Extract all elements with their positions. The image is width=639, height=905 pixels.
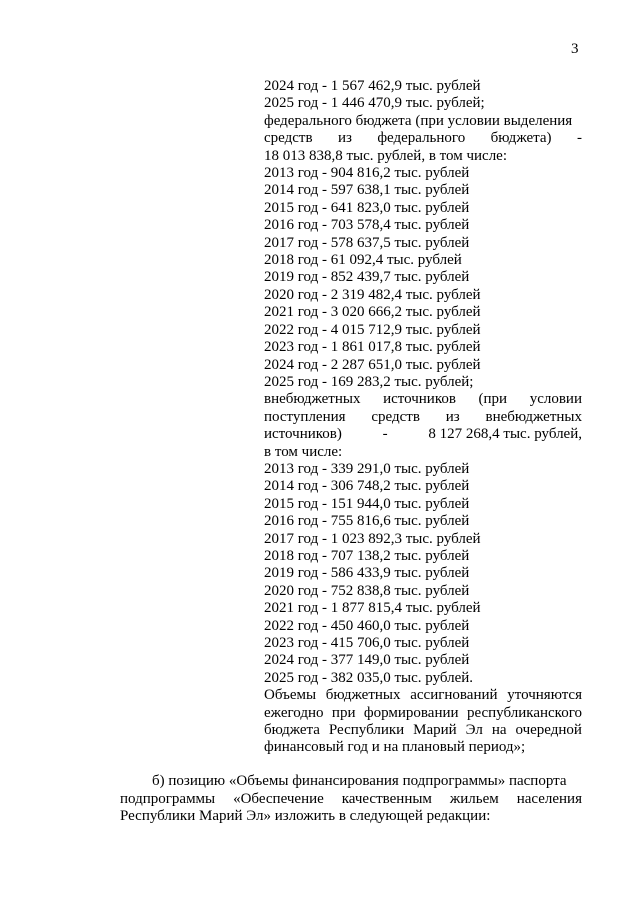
word: ежегодно — [264, 704, 324, 721]
word: качественным — [341, 790, 432, 807]
word: Объемы — [264, 687, 317, 704]
paragraph-b-line: Республики Марий Эл» изложить в следующей редакции: — [120, 808, 491, 825]
word: Марий — [413, 722, 457, 739]
list-item: 2024 год - 1 567 462,9 тыс. рублей — [264, 78, 481, 94]
extrabudget-intro — [264, 391, 582, 461]
extrabudget-intro-line — [264, 409, 582, 426]
word: населения — [516, 790, 582, 807]
list-item: 2015 год - 151 944,0 тыс. рублей — [264, 495, 470, 512]
list-item: 2021 год - 3 020 666,2 тыс. рублей — [264, 304, 481, 321]
extrabudget-intro-line: в том числе: — [264, 443, 343, 460]
list-item: 2024 год - 2 287 651,0 тыс. рублей — [264, 356, 481, 373]
extrabudget-intro-line — [264, 391, 582, 408]
word: источников) — [264, 426, 342, 443]
page-number: 3 — [571, 41, 579, 57]
list-item: 2019 год - 852 439,7 тыс. рублей — [264, 269, 470, 286]
word: поступления — [264, 408, 346, 425]
word: Эл — [465, 722, 483, 739]
word: республиканского — [466, 704, 582, 721]
word: бюджета) — [490, 130, 552, 147]
word: «Обеспечение — [233, 790, 324, 807]
federal-intro-line: 18 013 838,8 тыс. рублей, в том числе: — [264, 147, 508, 164]
word: очередной — [515, 722, 582, 739]
extrabudget-intro-line — [264, 426, 582, 443]
federal-intro — [264, 113, 582, 165]
list-item: 2016 год - 755 816,6 тыс. рублей — [264, 513, 470, 530]
list-item: 2020 год - 752 838,8 тыс. рублей — [264, 582, 470, 599]
list-item: 2023 год - 1 861 017,8 тыс. рублей — [264, 339, 481, 356]
paragraph-b — [120, 773, 582, 826]
list-item: 2025 год - 382 035,0 тыс. рублей. — [264, 669, 474, 686]
list-item: 2018 год - 61 092,4 тыс. рублей — [264, 252, 462, 269]
paragraph-b-line — [120, 791, 582, 809]
word: - — [382, 426, 388, 443]
list-item: 2014 год - 597 638,1 тыс. рублей — [264, 182, 470, 199]
word: при — [331, 704, 356, 721]
word: формировании — [363, 704, 459, 721]
list-item: 2019 год - 586 433,9 тыс. рублей — [264, 565, 470, 582]
closing-line — [264, 722, 582, 739]
list-item: 2022 год - 4 015 712,9 тыс. рублей — [264, 321, 481, 338]
word: на — [491, 722, 507, 739]
list-item: 2020 год - 2 319 482,4 тыс. рублей — [264, 286, 481, 303]
list-item: 2016 год - 703 578,4 тыс. рублей — [264, 217, 470, 234]
closing-line — [264, 705, 582, 722]
federal-intro-line — [264, 130, 582, 147]
list-item: 2017 год - 1 023 892,3 тыс. рублей — [264, 530, 481, 547]
paragraph-b-line: б) позицию «Объемы финансирования подпрограммы» паспорта — [152, 773, 567, 789]
list-item: 2025 год - 169 283,2 тыс. рублей; — [264, 373, 474, 390]
word: бюджета — [264, 722, 320, 739]
word: 8 127 268,4 тыс. рублей, — [428, 426, 582, 443]
word: средств — [371, 408, 420, 425]
list-item: 2015 год - 641 823,0 тыс. рублей — [264, 199, 470, 216]
word: из — [445, 408, 460, 425]
word: источников — [383, 391, 456, 408]
list-item: 2014 год - 306 748,2 тыс. рублей — [264, 478, 470, 495]
funding-block — [264, 78, 582, 757]
list-item: 2025 год - 1 446 470,9 тыс. рублей; — [264, 95, 485, 112]
extrabudget-years-list — [264, 461, 582, 687]
word: уточняются — [507, 687, 582, 704]
word: из — [337, 130, 352, 147]
word: подпрограммы — [120, 790, 216, 807]
list-item: 2024 год - 377 149,0 тыс. рублей — [264, 652, 470, 669]
closing-line: финансовый год и на плановый период»; — [264, 739, 526, 756]
federal-years-list — [264, 165, 582, 391]
list-item: 2013 год - 904 816,2 тыс. рублей — [264, 165, 470, 182]
word: внебюджетных — [485, 408, 582, 425]
word: Республики — [328, 722, 405, 739]
word: условии — [529, 391, 582, 408]
word: средств — [264, 130, 313, 147]
closing-line — [264, 687, 582, 704]
word: ассигнований — [410, 687, 498, 704]
word: - — [576, 130, 582, 147]
closing-paragraph — [264, 687, 582, 757]
word: (при — [478, 391, 508, 408]
word: бюджетных — [325, 687, 401, 704]
word: жильем — [449, 790, 499, 807]
word: федерального — [377, 130, 466, 147]
list-item: 2023 год - 415 706,0 тыс. рублей — [264, 635, 470, 651]
list-item: 2021 год - 1 877 815,4 тыс. рублей — [264, 600, 481, 617]
list-item: 2017 год - 578 637,5 тыс. рублей — [264, 234, 470, 251]
federal-intro-line: федерального бюджета (при условии выделения — [264, 112, 573, 129]
word: внебюджетных — [264, 391, 361, 408]
regional-tail-list — [264, 78, 582, 113]
list-item: 2022 год - 450 460,0 тыс. рублей — [264, 617, 470, 634]
list-item: 2013 год - 339 291,0 тыс. рублей — [264, 460, 470, 477]
list-item: 2018 год - 707 138,2 тыс. рублей — [264, 547, 470, 564]
